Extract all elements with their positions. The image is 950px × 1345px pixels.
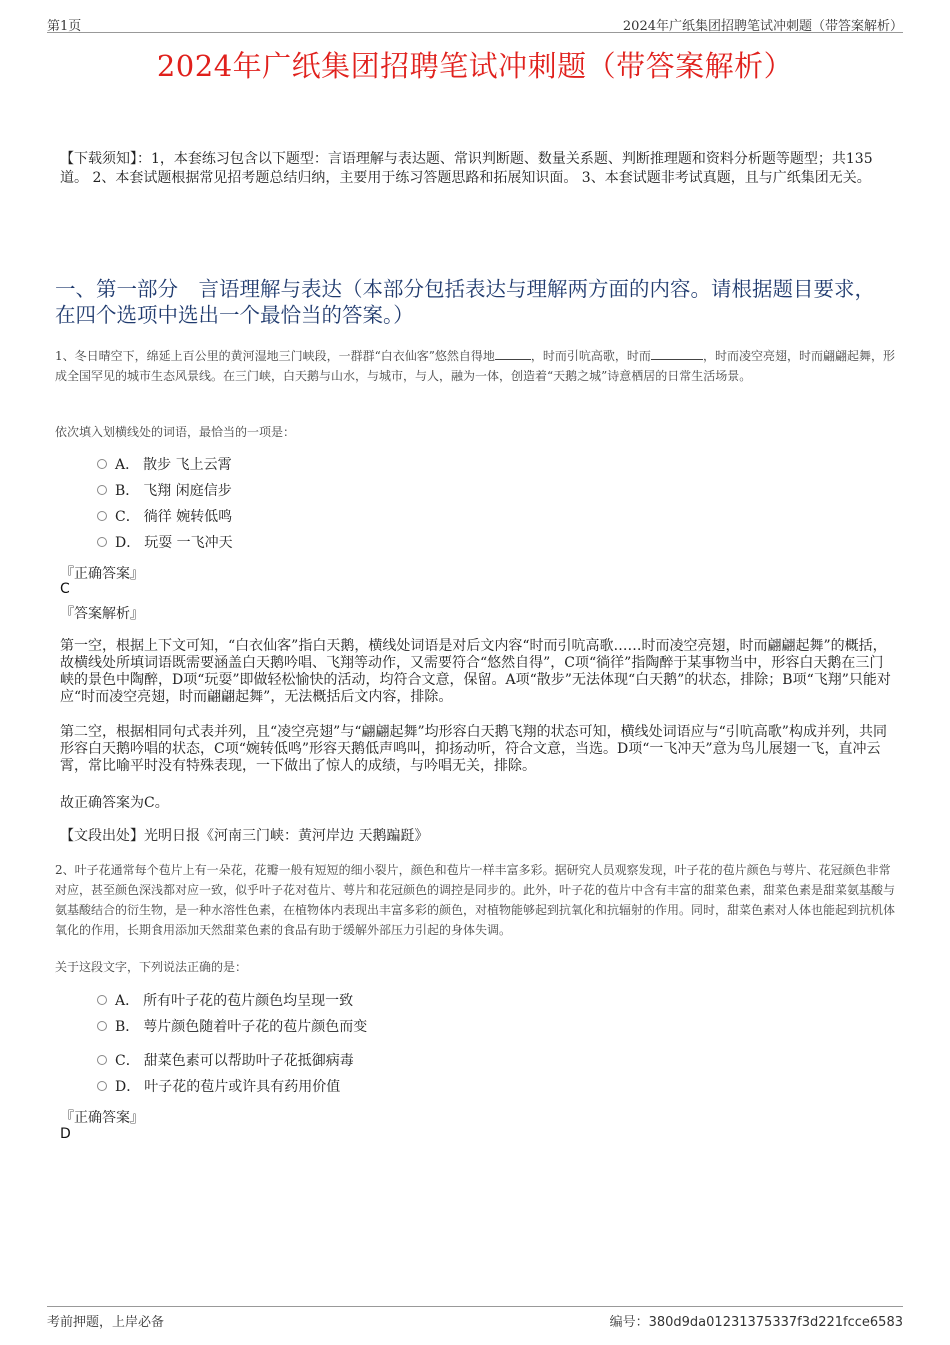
option-text: 所有叶子花的苞片颜色均呈现一致: [143, 993, 354, 1009]
page-header: [47, 14, 903, 33]
download-notice: 【下载须知】：1，本套练习包含以下题型：言语理解与表达题、常识判断题、数量关系题、判断推理题和资料分析题等题型；共135道。 2、本套试题根据常见招考题总结归纳，主要用于练习答题思路和拓展知识面。 3、本套试题非考试真题，且与广纸集团无关。: [60, 151, 873, 186]
option-letter: B．: [115, 1019, 140, 1035]
q1-text-part1: 1、冬日晴空下，绵延上百公里的黄河湿地三门峡段，一群群“白衣仙客”悠然自得地: [55, 349, 495, 363]
option-letter: A．: [115, 457, 140, 473]
option-letter: C．: [115, 509, 140, 525]
header-doc-title: 2024年广纸集团招聘笔试冲刺题（带答案解析）: [622, 19, 903, 34]
footer-code: [610, 1311, 903, 1330]
q1-analysis-paragraph-1: 第一空，根据上下文可知，“白衣仙客”指白天鹅，横线处词语是对后文内容“时而引吭高歌……时而凌空亮翅，时而翩翩起舞”的概括，故横线处所填词语既需要涵盖白天鹅吟唱、飞翔等动作，又需要符合“悠然自得”，C项“徜徉”指陶醉于某事物当中，形容白天鹅在三门峡的景色中陶醉，D项“玩耍”即做轻松愉快的活动，均符合文意，保留。A项“散步”无法体现“白天鹅”的状态，排除；B项“飞翔”只能对应“时而凌空亮翅，时而翩翩起舞”，无法概括后文内容，排除。: [60, 638, 891, 705]
fill-blank-1: [495, 347, 531, 360]
option-text: 飞翔 闲庭信步: [143, 483, 232, 499]
document-title: 2024年广纸集团招聘笔试冲刺题（带答案解析）: [156, 49, 794, 83]
q1-text-part3: ，时而凌空亮翅，时而翩翩起舞，形成全国罕见的城市生态风景线。在三门峡，白天鹅与山水，与城市，与人，融为一体，创造着“天鹅之城”诗意栖居的日常生活场景。: [55, 349, 895, 383]
radio-icon[interactable]: [97, 459, 107, 469]
q1-option-c[interactable]: [97, 506, 232, 528]
footer-code-value: 380d9da01231375337f3d221fcce6583: [648, 1315, 903, 1330]
q1-text-part2: ，时而引吭高歌，时而: [530, 349, 651, 363]
q2-answer-label: 『正确答案』: [60, 1110, 144, 1126]
option-text: 散步 飞上云霄: [143, 457, 232, 473]
q2-option-c[interactable]: [97, 1050, 354, 1072]
question-2-text: 2、叶子花通常每个苞片上有一朵花，花瓣一般有短短的细小裂片，颜色和苞片一样丰富多彩。据研究人员观察发现，叶子花的苞片颜色与萼片、花冠颜色非常对应，甚至颜色深浅都对应一致，似乎叶子花对苞片、萼片和花冠颜色的调控是同步的。此外，叶子花的苞片中含有丰富的甜菜色素，甜菜色素是甜菜氨基酸与氨基酸结合的衍生物，是一种水溶性色素，在植物体内表现出丰富多彩的颜色，对植物能够起到抗氧化和抗辐射的作用。同时，甜菜色素对人体也能起到抗机体氧化的作用，长期食用添加天然甜菜色素的食品有助于缓解外部压力引起的身体失调。: [55, 863, 896, 937]
radio-icon[interactable]: [97, 537, 107, 547]
option-text: 徜徉 婉转低鸣: [143, 509, 233, 525]
option-text: 玩耍 一飞冲天: [144, 535, 233, 551]
question-2-prompt: 关于这段文字，下列说法正确的是：: [55, 960, 248, 974]
q1-analysis-paragraph-2: 第二空，根据相同句式表并列，且“凌空亮翅”与“翩翩起舞”均形容白天鹅飞翔的状态可知，横线处词语应与“引吭高歌”构成并列，共同形容白天鹅吟唱的状态，C项“婉转低鸣”形容天鹅低声鸣叫，抑扬动听，符合文意，当选。D项“一飞冲天”意为鸟儿展翅一飞，直冲云霄，常比喻平时没有特殊表现，一下做出了惊人的成绩，与吟唱无关，排除。: [60, 724, 887, 774]
page-number: 第1页: [47, 19, 82, 34]
q1-source: 【文段出处】光明日报《河南三门峡：黄河岸边 天鹅蹁跹》: [60, 828, 429, 844]
question-1-prompt: 依次填入划横线处的词语，最恰当的一项是：: [55, 425, 296, 439]
radio-icon[interactable]: [97, 1021, 107, 1031]
q2-answer: D: [60, 1126, 71, 1142]
q2-option-b[interactable]: [97, 1016, 367, 1038]
option-letter: A．: [115, 993, 140, 1009]
q2-option-d[interactable]: [97, 1076, 340, 1098]
question-1-text: [55, 346, 895, 386]
q1-answer-label: 『正确答案』: [60, 566, 144, 582]
radio-icon[interactable]: [97, 1055, 107, 1065]
option-text: 甜菜色素可以帮助叶子花抵御病毒: [143, 1053, 354, 1069]
radio-icon[interactable]: [97, 1081, 107, 1091]
q1-answer: C: [60, 581, 70, 597]
q1-option-b[interactable]: [97, 480, 232, 502]
q1-analysis-label: 『答案解析』: [60, 606, 144, 622]
option-letter: D．: [115, 1079, 141, 1095]
option-letter: C．: [115, 1053, 140, 1069]
footer-slogan: 考前押题，上岸必备: [47, 1315, 165, 1330]
radio-icon[interactable]: [97, 511, 107, 521]
option-letter: D．: [115, 535, 141, 551]
fill-blank-2: [651, 347, 703, 360]
q1-conclusion: 故正确答案为C。: [60, 795, 169, 811]
radio-icon[interactable]: [97, 995, 107, 1005]
footer-code-label: 编号：: [609, 1315, 649, 1330]
option-text: 萼片颜色随着叶子花的苞片颜色而变: [143, 1019, 368, 1035]
radio-icon[interactable]: [97, 485, 107, 495]
option-letter: B．: [115, 483, 140, 499]
q2-option-a[interactable]: [97, 990, 353, 1012]
q1-option-a[interactable]: [97, 454, 232, 476]
q1-option-d[interactable]: [97, 532, 233, 554]
section-heading: 一、第一部分 言语理解与表达（本部分包括表达与理解两方面的内容。请根据题目要求，在四个选项中选出一个最恰当的答案。）: [55, 277, 875, 327]
page-footer: [47, 1306, 903, 1330]
option-text: 叶子花的苞片或许具有药用价值: [144, 1079, 341, 1095]
